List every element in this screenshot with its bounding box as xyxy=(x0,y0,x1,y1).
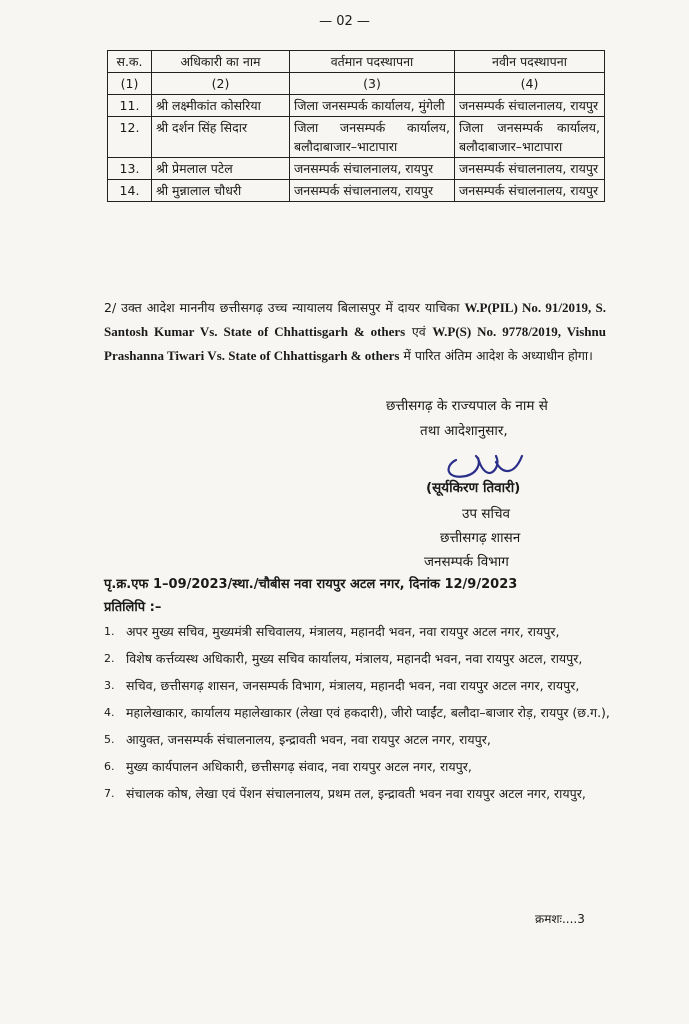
header-current-posting: वर्तमान पदस्थापना xyxy=(290,51,455,73)
col-number: (3) xyxy=(290,73,455,95)
copy-recipient-list xyxy=(104,620,612,809)
list-item-number: 3. xyxy=(104,679,115,692)
row-new-posting: जिला जनसम्पर्क कार्यालय, बलौदाबाजार–भाटापारा xyxy=(455,117,605,158)
list-item-text: आयुक्त, जनसम्पर्क संचालनालय, इन्द्रावती भवन, नवा रायपुर अटल नगर, रायपुर, xyxy=(126,732,491,747)
list-item xyxy=(104,755,612,778)
list-item xyxy=(104,647,612,670)
table-col-number-row xyxy=(108,73,605,95)
table-row xyxy=(108,158,605,180)
col-number: (4) xyxy=(455,73,605,95)
order-authority-line: छत्तीसगढ़ के राज्यपाल के नाम से xyxy=(386,398,548,414)
row-serial: 11. xyxy=(108,95,152,117)
row-new-posting: जनसम्पर्क संचालनालय, रायपुर xyxy=(455,180,605,202)
list-item xyxy=(104,728,612,751)
row-current-posting: जनसम्पर्क संचालनालय, रायपुर xyxy=(290,180,455,202)
row-serial: 13. xyxy=(108,158,152,180)
row-serial: 12. xyxy=(108,117,152,158)
list-item-number: 4. xyxy=(104,706,115,719)
row-current-posting: जिला जनसम्पर्क कार्यालय, बलौदाबाजार–भाटापारा xyxy=(290,117,455,158)
case-reference-1: W.P(PIL) No. 91/2019, S. Santosh Kumar Vs. State of Chhattisgarh & others xyxy=(104,300,606,339)
paragraph-tail: में पारित अंतिम आदेश के अध्याधीन होगा। xyxy=(399,348,593,363)
order-authority-line-2: तथा आदेशानुसार, xyxy=(420,423,508,439)
row-new-posting: जनसम्पर्क संचालनालय, रायपुर xyxy=(455,158,605,180)
row-serial: 14. xyxy=(108,180,152,202)
header-new-posting: नवीन पदस्थापना xyxy=(455,51,605,73)
row-current-posting: जनसम्पर्क संचालनालय, रायपुर xyxy=(290,158,455,180)
row-new-posting: जनसम्पर्क संचालनालय, रायपुर xyxy=(455,95,605,117)
col-number: (1) xyxy=(108,73,152,95)
list-item-number: 5. xyxy=(104,733,115,746)
case-reference-2: W.P(S) No. 9778/2019, Vishnu Prashanna Tiwari Vs. State of Chhattisgarh & others xyxy=(104,324,606,363)
row-current-posting: जिला जनसम्पर्क कार्यालय, मुंगेली xyxy=(290,95,455,117)
signer-designation: उप सचिव xyxy=(462,506,511,522)
table-row xyxy=(108,180,605,202)
row-officer-name: श्री लक्ष्मीकांत कोसरिया xyxy=(152,95,290,117)
list-item-number: 1. xyxy=(104,625,115,638)
paragraph-lead: 2/ उक्त आदेश माननीय छत्तीसगढ़ उच्च न्यायालय बिलासपुर में दायर याचिका xyxy=(104,300,465,315)
list-item-text: विशेष कर्त्तव्यस्थ अधिकारी, मुख्य सचिव कार्यालय, मंत्रालय, महानदी भवन, नवा रायपुर अटल, रायपुर, xyxy=(126,651,583,666)
list-item-number: 6. xyxy=(104,760,115,773)
continued-marker: क्रमशः....3 xyxy=(535,912,585,926)
list-item-number: 2. xyxy=(104,652,115,665)
header-serial: स.क. xyxy=(108,51,152,73)
list-item-text: अपर मुख्य सचिव, मुख्यमंत्री सचिवालय, मंत्रालय, महानदी भवन, नवा रायपुर अटल नगर, रायपुर, xyxy=(126,624,560,639)
list-item-text: सचिव, छत्तीसगढ़ शासन, जनसम्पर्क विभाग, मंत्रालय, महानदी भवन, नवा रायपुर अटल नगर, रायपुर, xyxy=(126,678,580,693)
table-header-row xyxy=(108,51,605,73)
list-item-text: मुख्य कार्यपालन अधिकारी, छत्तीसगढ़ संवाद, नवा रायपुर अटल नगर, रायपुर, xyxy=(126,759,472,774)
list-item xyxy=(104,620,612,643)
reference-number-line: पृ.क्र.एफ 1–09/2023/स्था./चौबीस नवा रायपुर अटल नगर, दिनांक 12/9/2023 xyxy=(104,577,518,592)
paragraph-mid: एवं xyxy=(405,324,433,339)
row-officer-name: श्री मुन्नालाल चौधरी xyxy=(152,180,290,202)
copy-heading: प्रतिलिपि :– xyxy=(104,600,162,615)
list-item xyxy=(104,674,612,697)
signer-government: छत्तीसगढ़ शासन xyxy=(440,530,521,546)
row-officer-name: श्री प्रेमलाल पटेल xyxy=(152,158,290,180)
list-item xyxy=(104,701,612,724)
table-row xyxy=(108,117,605,158)
order-condition-paragraph xyxy=(104,296,606,368)
signer-name: (सूर्यकिरण तिवारी) xyxy=(426,480,521,496)
row-officer-name: श्री दर्शन सिंह सिदार xyxy=(152,117,290,158)
list-item-text: महालेखाकार, कार्यालय महालेखाकार (लेखा एवं हकदारी), जीरो प्वाईंट, बलौदा–बाजार रोड़, रायपुर (छ.ग.), xyxy=(126,705,610,720)
transfer-table xyxy=(107,50,605,202)
signer-department: जनसम्पर्क विभाग xyxy=(424,554,509,570)
list-item xyxy=(104,782,612,805)
list-item-text: संचालक कोष, लेखा एवं पेंशन संचालनालय, प्रथम तल, इन्द्रावती भवन नवा रायपुर अटल नगर, रायपुर, xyxy=(126,786,586,801)
col-number: (2) xyxy=(152,73,290,95)
page-number: — 02 — xyxy=(319,14,370,29)
list-item-number: 7. xyxy=(104,787,115,800)
header-officer-name: अधिकारी का नाम xyxy=(152,51,290,73)
table-row xyxy=(108,95,605,117)
